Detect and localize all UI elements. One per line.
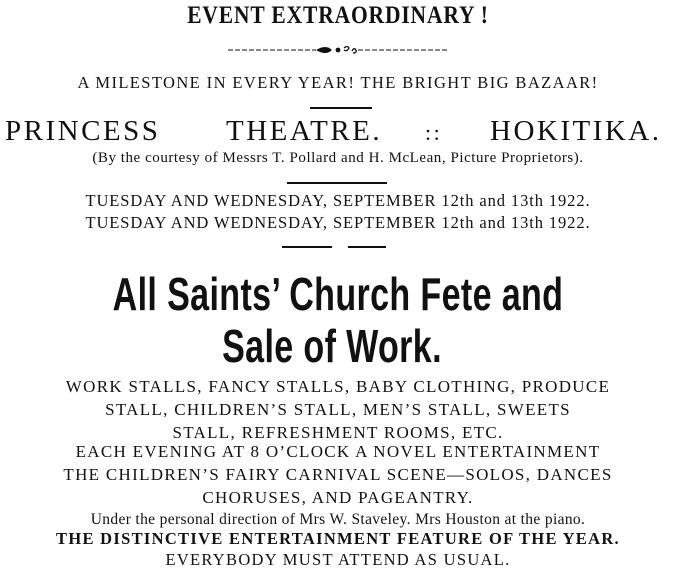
date-line: TUESDAY AND WEDNESDAY, SEPTEMBER 12th and 13th 1922. xyxy=(85,191,591,210)
venue-town: HOKITIKA. xyxy=(490,115,662,147)
body-line: EACH EVENING AT 8 O’CLOCK A NOVEL ENTERTAINMENT xyxy=(75,442,601,461)
venue-line xyxy=(0,117,676,147)
divider-rule xyxy=(287,182,387,184)
direction-line: Under the personal direction of Mrs W. Staveley. Mrs Houston at the piano. xyxy=(90,511,586,528)
event-title-line: Sale of Work. xyxy=(222,320,442,372)
headline: EVENT EXTRAORDINARY ! xyxy=(187,2,489,29)
divider-rule xyxy=(282,246,332,248)
feature-line: THE DISTINCTIVE ENTERTAINMENT FEATURE OF THE YEAR. xyxy=(56,529,620,548)
tagline: A MILESTONE IN EVERY YEAR! THE BRIGHT BIG BAZAAR! xyxy=(77,73,599,92)
event-title-line: All Saints’ Church Fete and xyxy=(112,268,564,320)
venue-separator: :: xyxy=(425,120,443,145)
body-line: STALL, REFRESHMENT ROOMS, ETC. xyxy=(172,423,504,442)
divider-rule xyxy=(348,246,386,248)
divider-rule xyxy=(310,107,372,109)
venue-theatre: PRINCESS xyxy=(5,115,161,147)
flourish-divider-icon xyxy=(228,44,448,56)
courtesy-line: (By the courtesy of Messrs T. Pollard and H. McLean, Picture Proprietors). xyxy=(92,150,584,166)
venue-theatre-word: THEATRE. xyxy=(226,115,383,147)
body-line: STALL, CHILDREN’S STALL, MEN’S STALL, SWEETS xyxy=(105,400,571,419)
body-line: WORK STALLS, FANCY STALLS, BABY CLOTHING, PRODUCE xyxy=(65,377,611,396)
body-line: CHORUSES, AND PAGEANTRY. xyxy=(202,488,474,507)
closing-line: EVERYBODY MUST ATTEND AS USUAL. xyxy=(165,550,511,569)
body-line: THE CHILDREN’S FAIRY CARNIVAL SCENE—SOLOS, DANCES xyxy=(63,465,613,484)
date-line: TUESDAY AND WEDNESDAY, SEPTEMBER 12th and 13th 1922. xyxy=(85,213,591,232)
